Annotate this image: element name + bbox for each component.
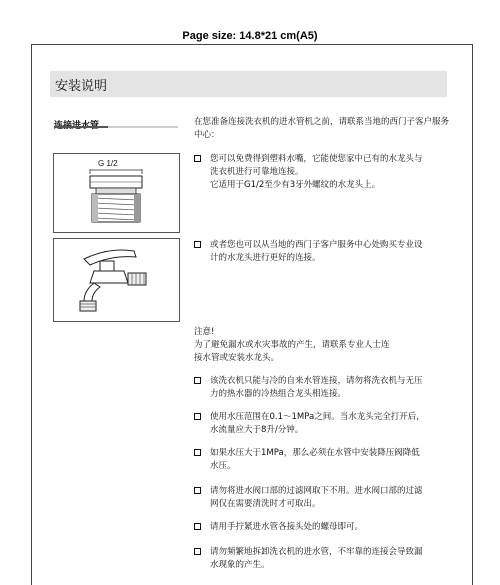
section-rule-accent: [54, 126, 108, 128]
checkbox-bullet-icon: [194, 241, 201, 248]
adapter-icon: [54, 154, 179, 232]
faucet-icon: [54, 239, 179, 321]
checkbox-bullet-icon: [194, 449, 201, 456]
page-title: 安装说明: [55, 79, 108, 94]
caution-heading: 注意!: [194, 327, 215, 337]
tap-illustration: [53, 238, 180, 322]
title-bar: [50, 71, 447, 97]
checkbox-bullet-icon: [194, 377, 201, 384]
checkbox-bullet-icon: [194, 155, 201, 162]
section-label: [54, 118, 99, 131]
page-size-caption: Page size: 14.8*21 cm(A5): [182, 30, 318, 42]
thread-label: G 1/2: [98, 159, 118, 168]
checkbox-bullet-icon: [194, 487, 201, 494]
checkbox-bullet-icon: [194, 413, 201, 420]
checkbox-bullet-icon: [194, 523, 201, 530]
adapter-illustration: [53, 153, 180, 233]
checkbox-bullet-icon: [194, 548, 201, 555]
caution-note: 注意! 为了避免漏水或水灾事故的产生，请联系专业人士连 接水管或安装水龙头。: [194, 326, 454, 365]
intro-text: 在您准备连接洗衣机的进水管机之前，请联系当地的西门子客户服务中心：: [194, 117, 450, 140]
